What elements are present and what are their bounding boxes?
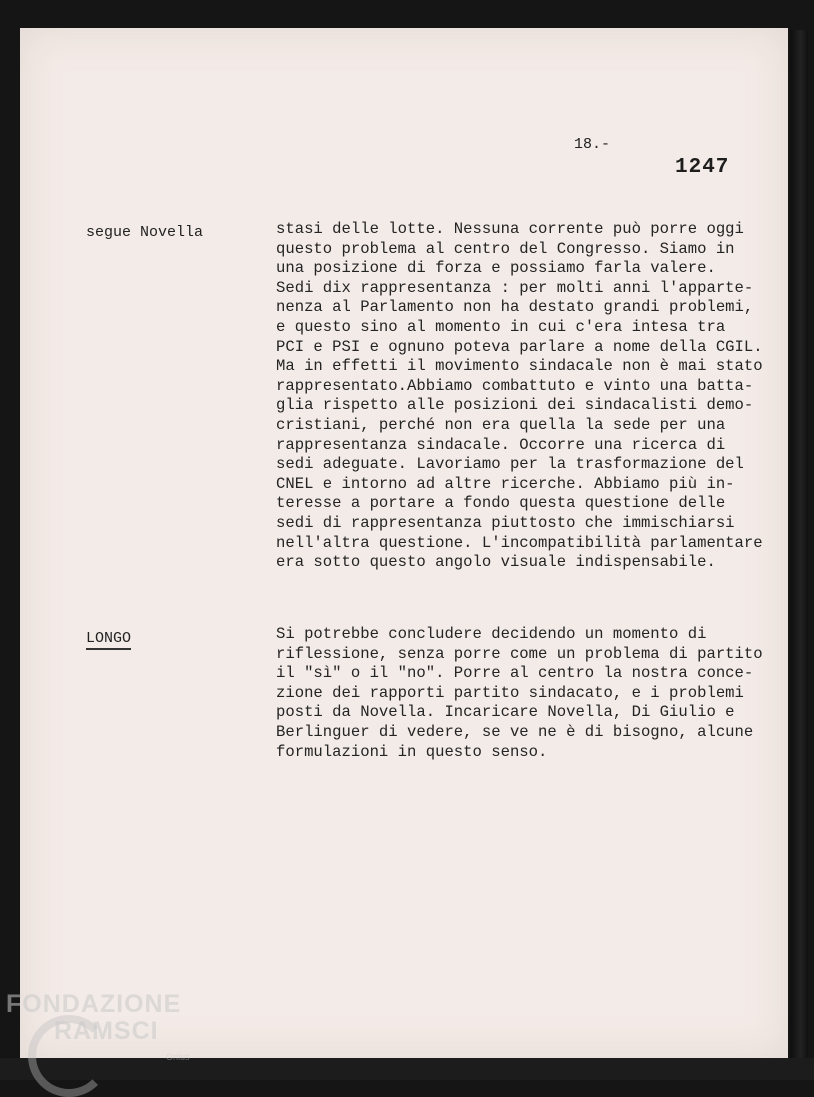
text-line: il "sì" o il "no". Porre al centro la nostra conce- (276, 664, 754, 683)
novella-paragraph (276, 220, 776, 573)
text-line: sedi di rappresentanza piuttosto che immischiarsi (276, 513, 735, 532)
text-line: e questo sino al momento in cui c'era intesa tra (276, 317, 726, 336)
text-line: Si potrebbe concludere decidendo un momento di (276, 625, 707, 643)
scan-border (0, 1058, 814, 1080)
text-line: PCI e PSI e ognuno poteva parlare a nome della CGIL. (276, 337, 763, 356)
document-number: 1247 (675, 156, 730, 179)
text-line: zione dei rapporti partito sindacato, e i problemi (276, 683, 744, 702)
text-line: Berlinguer di vedere, se ve ne è di bisogno, alcune (276, 722, 754, 741)
text-line: era sotto questo angolo visuale indispensabile. (276, 553, 716, 572)
speaker-label-novella: segue Novella (86, 224, 204, 241)
text-line: glia rispetto alle posizioni dei sindacalisti demo- (276, 396, 754, 415)
text-line: teresse a portare a fondo questa questione delle (276, 494, 726, 513)
text-line: una posizione di forza e possiamo farla valere. (276, 259, 716, 278)
watermark-line2: RAMSCI (54, 1017, 159, 1045)
text-line: formulazioni in questo senso. (276, 742, 548, 761)
text-line: nenza al Parlamento non ha destato grandi problemi, (276, 298, 754, 317)
page-edge (790, 30, 808, 1065)
page-number: 18.- (574, 136, 611, 153)
text-line: sedi adeguate. Lavoriamo per la trasformazione del (276, 455, 744, 474)
text-line: questo problema al centro del Congresso. Siamo in (276, 239, 735, 258)
speaker-label-longo: LONGO (86, 630, 131, 650)
text-line: Sedi dix rappresentanza : per molti anni l'apparte- (276, 278, 754, 297)
text-line: riflessione, senza porre come un problema di partito (276, 644, 763, 663)
text-line: stasi delle lotte. Nessuna corrente può porre oggi (276, 220, 744, 238)
text-line: nell'altra questione. L'incompatibilità parlamentare (276, 533, 763, 552)
text-line: CNEL e intorno ad altre ricerche. Abbiamo più in- (276, 474, 735, 493)
text-line: rappresentato.Abbiamo combattuto e vinto una batta- (276, 376, 754, 395)
watermark-line3: Onlus (166, 1052, 190, 1062)
watermark-logo (6, 990, 190, 1062)
text-line: posti da Novella. Incaricare Novella, Di Giulio e (276, 703, 735, 722)
text-line: cristiani, perché non era quella la sede per una (276, 415, 726, 434)
text-line: rappresentanza sindacale. Occorre una ricerca di (276, 435, 726, 454)
watermark-line1: FONDAZIONE (6, 990, 182, 1018)
longo-paragraph (276, 625, 776, 762)
text-line: Ma in effetti il movimento sindacale non è mai stato (276, 357, 763, 376)
